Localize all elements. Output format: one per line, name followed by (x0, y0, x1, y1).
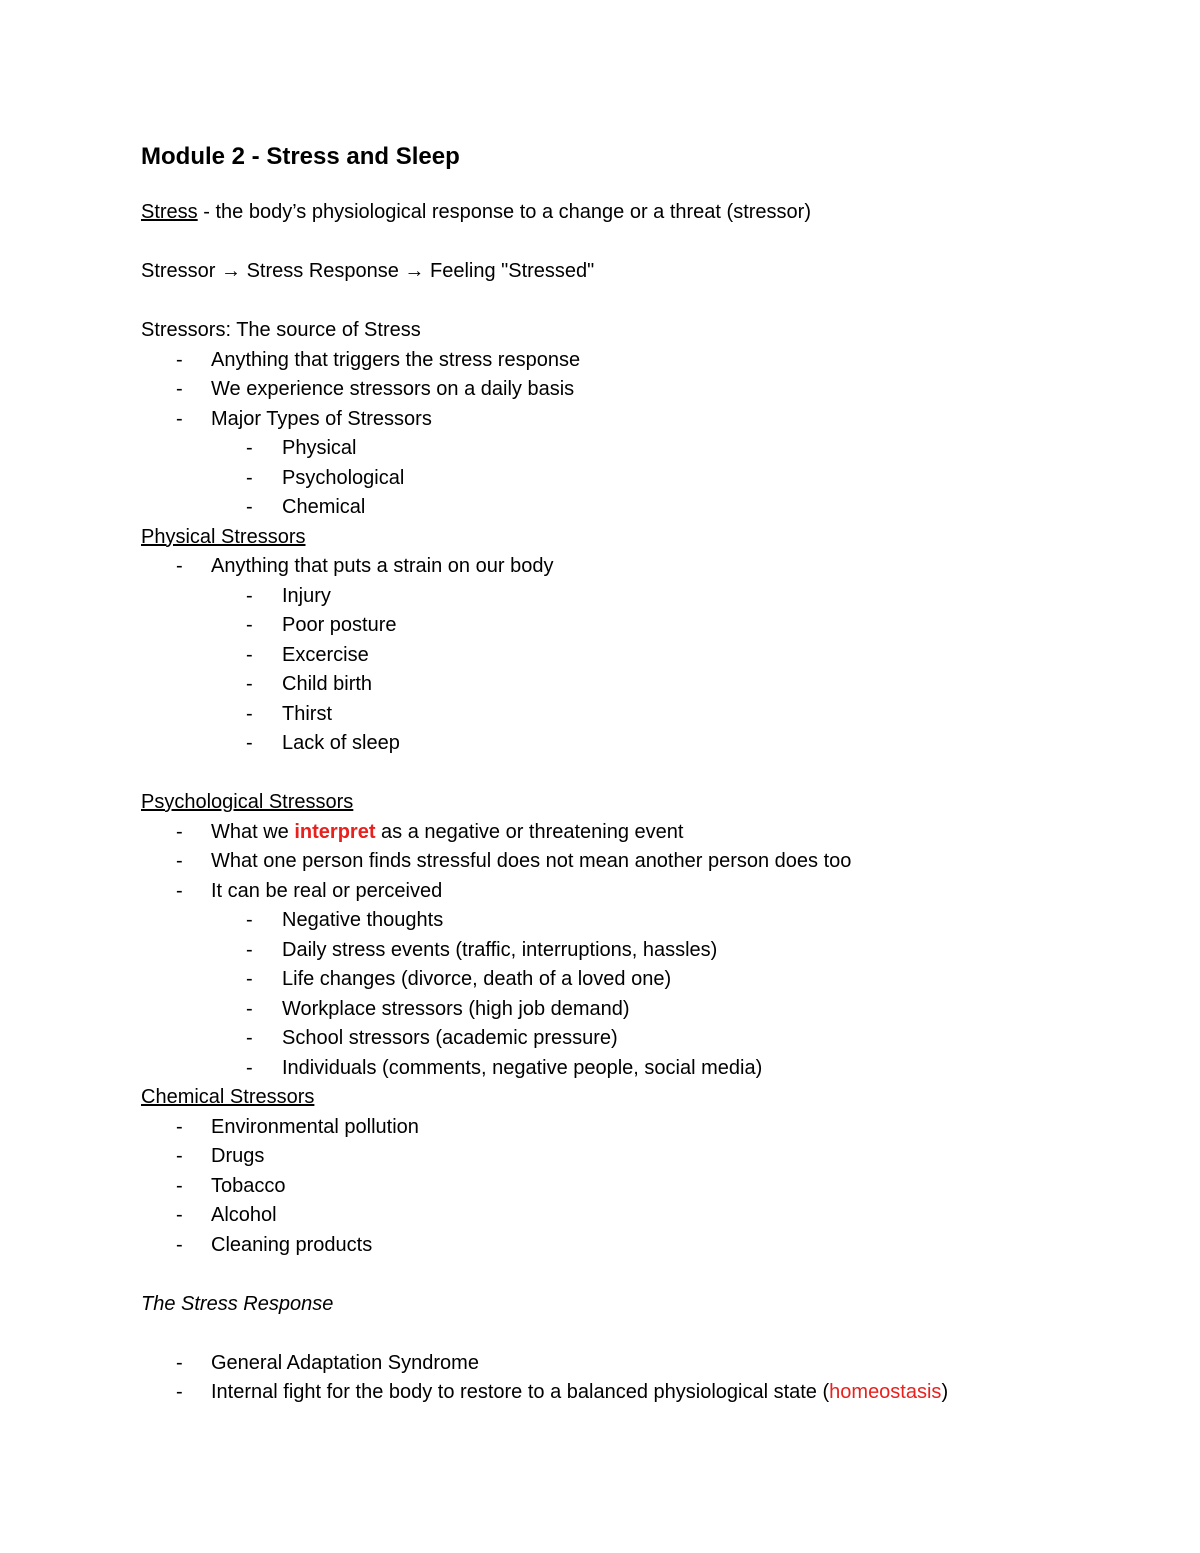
list-item: - School stressors (academic pressure) (141, 1024, 1200, 1054)
list-item: - Anything that triggers the stress response (141, 346, 1200, 376)
list-item: - Tobacco (141, 1172, 1200, 1202)
bullet-dash: - (176, 348, 183, 371)
bullet-dash: - (176, 378, 183, 400)
list-item: - Psychological (141, 464, 1200, 494)
list-item: - Child birth (141, 670, 1200, 700)
bullet-dash: - (176, 1115, 183, 1138)
bullet-dash: - (246, 1027, 253, 1049)
list-item: - Chemical (141, 493, 1200, 523)
list-item: - Poor posture (141, 611, 1200, 641)
bullet-dash: - (176, 879, 183, 902)
psychological-stressors-heading: Psychological Stressors (141, 791, 354, 813)
list-item: - Life changes (divorce, death of a loved one) (141, 965, 1200, 995)
bullet-dash: - (176, 1204, 183, 1226)
stress-definition-text: - the body’s physiological response to a change or a threat (stressor) (197, 201, 811, 223)
list-item: - It can be real or perceived (141, 877, 1200, 907)
list-item: - Injury (141, 582, 1200, 612)
bullet-dash: - (246, 584, 253, 607)
bullet-dash: - (176, 555, 183, 577)
bullet-dash: - (176, 407, 183, 430)
bullet-dash: - (246, 732, 253, 754)
chemical-stressors-heading: Chemical Stressors (141, 1086, 315, 1108)
list-item: - Negative thoughts (141, 906, 1200, 936)
list-item: - General Adaptation Syndrome (141, 1349, 1200, 1379)
stress-term: Stress (141, 201, 198, 223)
bullet-dash: - (246, 997, 253, 1020)
bullet-dash: - (176, 1351, 183, 1374)
page-title: Module 2 - Stress and Sleep (141, 143, 460, 170)
bullet-dash: - (246, 968, 253, 990)
stress-flow: Stressor → Stress Response → Feeling "Stressed" (141, 260, 595, 282)
list-item: - Thirst (141, 700, 1200, 730)
highlight-homeostasis: homeostasis (829, 1381, 942, 1403)
list-item: - Major Types of Stressors (141, 405, 1200, 435)
bullet-dash: - (246, 643, 253, 666)
list-item: - Individuals (comments, negative people, social media) (141, 1054, 1200, 1084)
list-item: - Anything that puts a strain on our body (141, 552, 1200, 582)
bullet-dash: - (246, 673, 253, 695)
bullet-dash: - (176, 820, 183, 843)
list-item: - Alcohol (141, 1201, 1200, 1231)
list-item: - We experience stressors on a daily basis (141, 375, 1200, 405)
stress-response-heading: The Stress Response (141, 1292, 334, 1315)
stressors-heading: Stressors: The source of Stress (141, 319, 421, 341)
list-item: - Physical (141, 434, 1200, 464)
bullet-dash: - (246, 437, 253, 459)
list-item: - Cleaning products (141, 1231, 1200, 1261)
physical-stressors-heading: Physical Stressors (141, 525, 306, 548)
list-item: - Drugs (141, 1142, 1200, 1172)
bullet-dash: - (246, 938, 253, 961)
list-item: - What one person finds stressful does not mean another person does too (141, 847, 1200, 877)
bullet-dash: - (176, 1174, 183, 1197)
list-item: - Internal fight for the body to restore to a balanced physiological state (homeostasis) (141, 1378, 1200, 1408)
bullet-dash: - (176, 850, 183, 872)
list-item: - What we interpret as a negative or threatening event (141, 818, 1200, 848)
list-item: - Excercise (141, 641, 1200, 671)
list-item: - Environmental pollution (141, 1113, 1200, 1143)
bullet-dash: - (246, 1056, 253, 1079)
list-item: - Workplace stressors (high job demand) (141, 995, 1200, 1025)
stress-definition (141, 198, 1200, 228)
bullet-dash: - (246, 909, 253, 931)
bullet-dash: - (176, 1145, 183, 1167)
list-item: - Lack of sleep (141, 729, 1200, 759)
bullet-dash: - (176, 1381, 183, 1403)
bullet-dash: - (176, 1233, 183, 1256)
bullet-dash: - (246, 702, 253, 725)
highlight-interpret: interpret (294, 820, 376, 843)
list-item: - Daily stress events (traffic, interruptions, hassles) (141, 936, 1200, 966)
bullet-dash: - (246, 496, 253, 518)
bullet-dash: - (246, 466, 253, 489)
bullet-dash: - (246, 614, 253, 636)
